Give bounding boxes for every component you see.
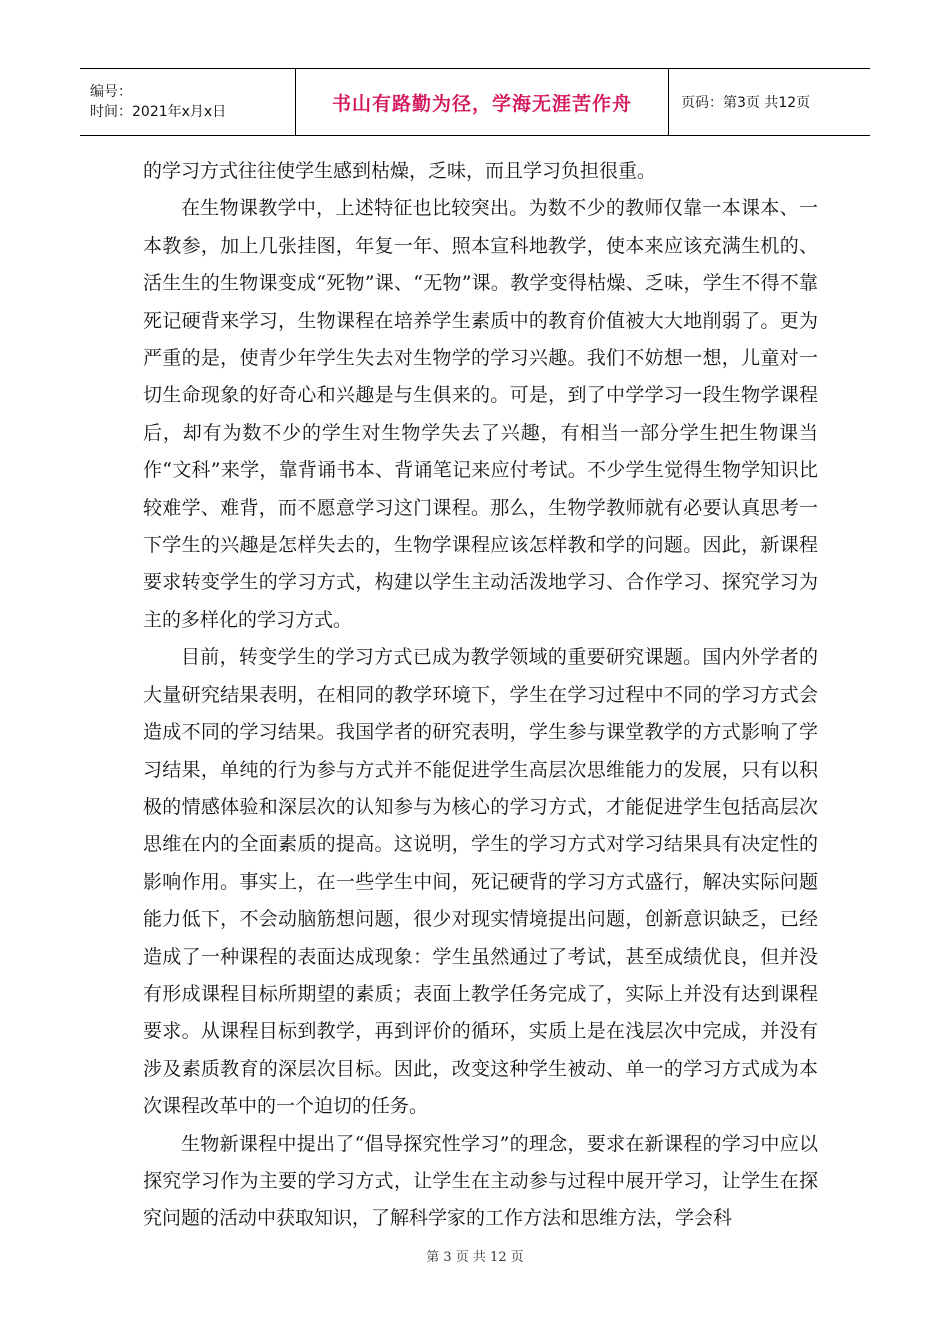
header-meta-cell bbox=[80, 69, 296, 136]
header-motto: 书山有路勤为径，学海无涯苦作舟 bbox=[331, 92, 632, 115]
paragraph: 生物新课程中提出了“倡导探究性学习”的理念，要求在新课程的学习中应以探究学习作为主要的学习方式，让学生在主动参与过程中展开学习，让学生在探究问题的活动中获取知识，了解科学家的工作方法和思维方法，学会科 bbox=[143, 1132, 818, 1230]
page-footer: 第 3 页 共 12 页 bbox=[426, 1250, 524, 1265]
paragraph: 在生物课教学中，上述特征也比较突出。为数不少的教师仅靠一本课本、一本教参，加上几张挂图，年复一年、照本宣科地教学，使本来应该充满生机的、活生生的生物课变成“死物”课、“无物”课。教学变得枯燥、乏味，学生不得不靠死记硬背来学习，生物课程在培养学生素质中的教育价值被大大地削弱了。更为严重的是，使青少年学生失去对生物学的学习兴趣。我们不妨想一想，儿童对一切生命现象的好奇心和兴趣是与生俱来的。可是，到了中学学习一段生物学课程后，却有为数不少的学生对生物学失去了兴趣，有相当一部分学生把生物课当作“文科”来学，靠背诵书本、背诵笔记来应付考试。不少学生觉得生物学知识比较难学、难背，而不愿意学习这门课程。那么，生物学教师就有必要认真思考一下学生的兴趣是怎样失去的，生物学课程应该怎样教和学的问题。因此，新课程要求转变学生的学习方式，构建以学生主动活泼地学习、合作学习、探究学习为主的多样化的学习方式。 bbox=[143, 197, 818, 631]
header-motto-cell bbox=[296, 69, 669, 136]
document-number-label: 编号： bbox=[90, 84, 132, 100]
paragraph: 目前，转变学生的学习方式已成为教学领域的重要研究课题。国内外学者的大量研究结果表明，在相同的教学环境下，学生在学习过程中不同的学习方式会造成不同的学习结果。我国学者的研究表明，学生参与课堂教学的方式影响了学习结果，单纯的行为参与方式并不能促进学生高层次思维能力的发展，只有以积极的情感体验和深层次的认知参与为核心的学习方式，才能促进学生包括高层次思维在内的全面素质的提高。这说明，学生的学习方式对学习结果具有决定性的影响作用。事实上，在一些学生中间，死记硬背的学习方式盛行，解决实际问题能力低下，不会动脑筋想问题，很少对现实情境提出问题，创新意识缺乏，已经造成了一种课程的表面达成现象：学生虽然通过了考试，甚至成绩优良，但并没有形成课程目标所期望的素质；表面上教学任务完成了，实际上并没有达到课程要求。从课程目标到教学，再到评价的循环，实质上是在浅层次中完成，并没有涉及素质教育的深层次目标。因此，改变这种学生被动、单一的学习方式成为本次课程改革中的一个迫切的任务。 bbox=[143, 646, 818, 1118]
document-time-label: 时间：2021年x月x日 bbox=[90, 104, 227, 120]
header-table bbox=[80, 68, 870, 136]
paragraph: 的学习方式往往使学生感到枯燥，乏味，而且学习负担很重。 bbox=[143, 160, 657, 182]
document-body bbox=[143, 153, 818, 1238]
header-page-info: 页码：第3页 共12页 bbox=[681, 95, 811, 111]
